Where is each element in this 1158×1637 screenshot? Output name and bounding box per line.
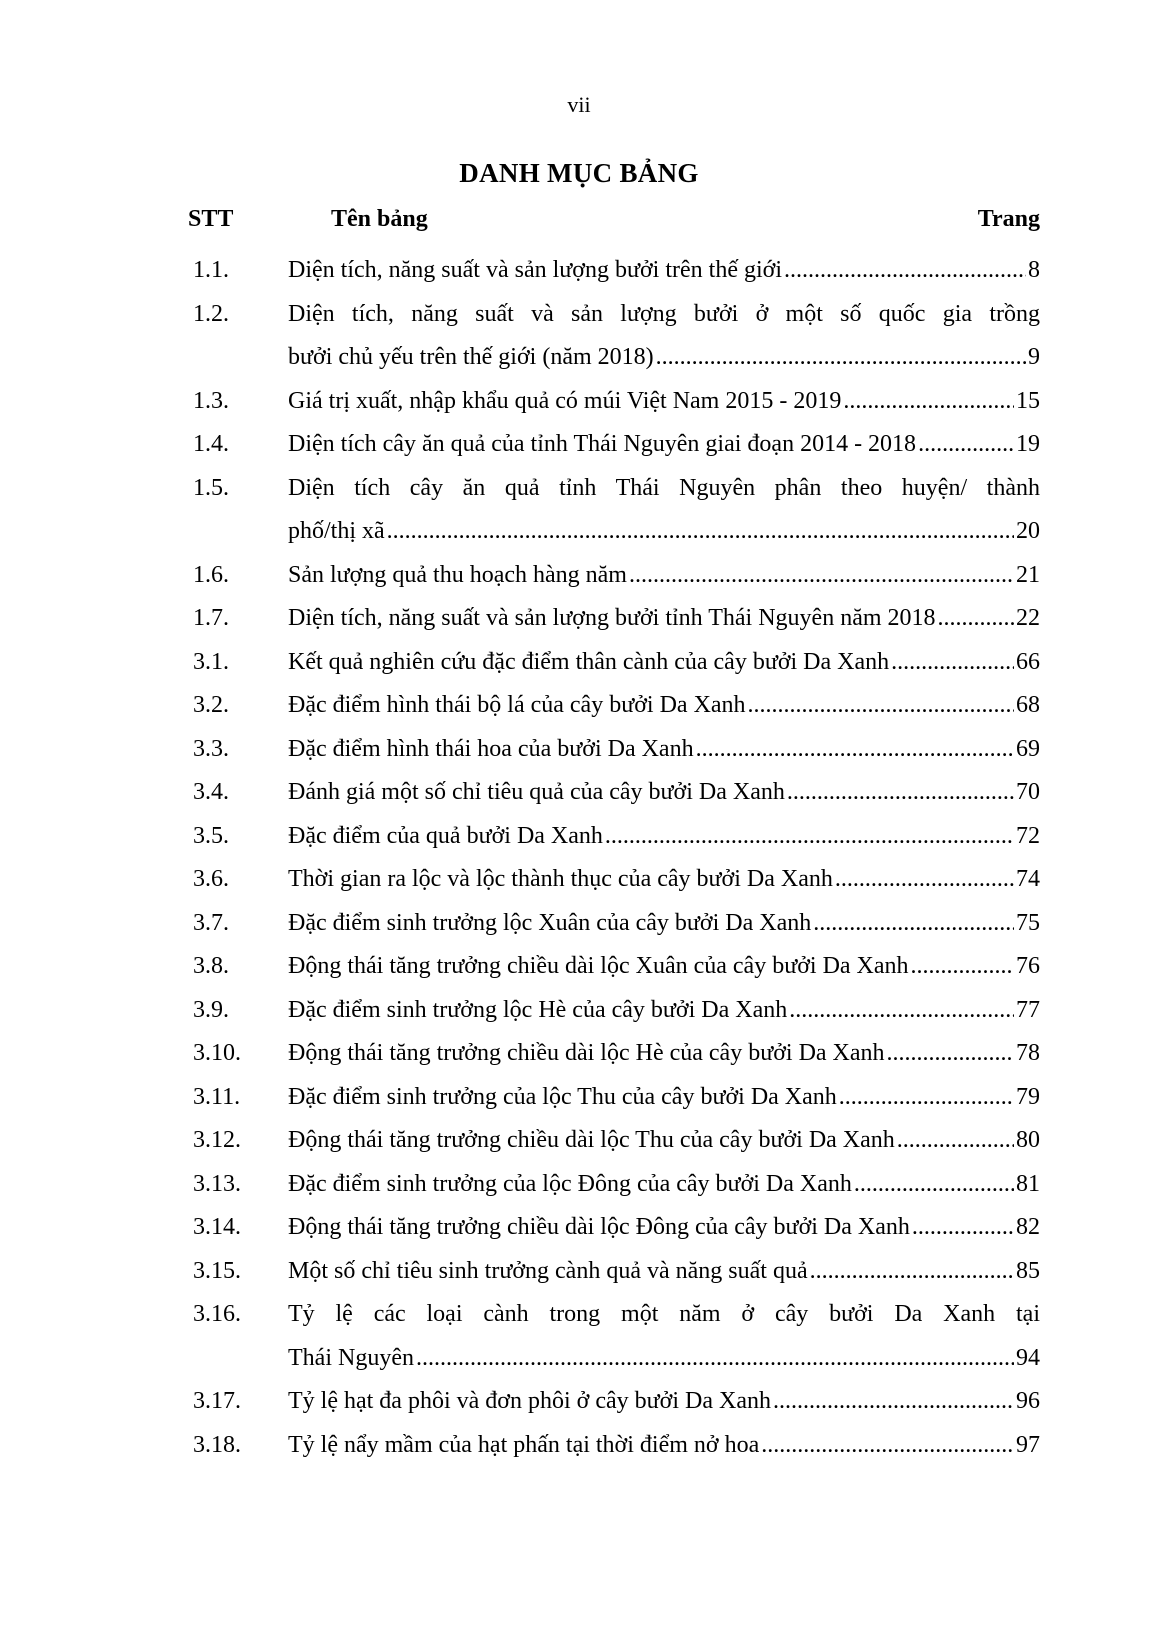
entry-page-number: 70	[1016, 779, 1040, 805]
entry-title: Đặc điểm sinh trưởng của lộc Thu của cây bưởi Da Xanh	[288, 1083, 837, 1110]
entry-body	[288, 945, 1040, 989]
entry-page-number: 66	[1016, 648, 1040, 675]
dot-leader	[936, 597, 1014, 641]
toc-entry[interactable]	[0, 380, 1158, 424]
entry-number: 1.6.	[193, 561, 229, 588]
entry-page-number: 81	[1016, 1170, 1040, 1197]
entry-body	[288, 815, 1040, 859]
entry-title-first-line: Diện tích, năng suất và sản lượng bưởi ở một số quốc gia trồng	[288, 300, 1040, 327]
dot-leader	[694, 728, 1014, 772]
entry-leader-line	[288, 1424, 1040, 1468]
dot-leader	[787, 989, 1014, 1033]
entry-title-first-line: Diện tích cây ăn quả tỉnh Thái Nguyên phân theo huyện/ thành	[288, 474, 1040, 501]
entry-leader-line	[288, 945, 1040, 989]
entry-body	[288, 554, 1040, 598]
entry-body	[288, 1424, 1040, 1468]
entry-number: 3.15.	[193, 1257, 241, 1284]
entry-number: 3.12.	[193, 1127, 241, 1153]
toc-entry[interactable]	[0, 1032, 1158, 1076]
dot-leader	[833, 858, 1014, 902]
entry-title: Đặc điểm sinh trưởng của lộc Đông của cây bưởi Da Xanh	[288, 1170, 852, 1197]
entry-number: 3.1.	[193, 648, 229, 675]
entry-page-number: 22	[1016, 605, 1040, 631]
dot-leader	[654, 336, 1026, 380]
toc-entry[interactable]	[0, 902, 1158, 946]
entry-leader-line	[288, 1119, 1040, 1163]
entry-page-number: 8	[1028, 257, 1040, 283]
dot-leader	[782, 249, 1026, 293]
entry-number: 3.17.	[193, 1388, 241, 1414]
entry-body	[288, 858, 1040, 902]
toc-entry[interactable]	[0, 1163, 1158, 1207]
entry-leader-line	[288, 597, 1040, 641]
entry-page-number: 75	[1016, 909, 1040, 936]
toc-entry[interactable]	[0, 1250, 1158, 1294]
entry-body	[288, 1032, 1040, 1076]
entry-title-first-line: Tỷ lệ các loại cành trong một năm ở cây bưởi Da Xanh tại	[288, 1301, 1040, 1327]
toc-entry[interactable]	[0, 641, 1158, 685]
entry-page-number: 96	[1016, 1388, 1040, 1414]
entry-leader-line	[288, 554, 1040, 598]
entry-leader-line	[288, 815, 1040, 859]
entry-page-number: 80	[1016, 1127, 1040, 1153]
entry-body	[288, 1250, 1040, 1294]
entry-page-number: 74	[1016, 866, 1040, 892]
entry-body	[288, 597, 1040, 641]
dot-leader	[811, 902, 1014, 946]
entry-page-number: 19	[1016, 431, 1040, 457]
toc-entry[interactable]	[0, 554, 1158, 598]
entry-leader-line	[288, 641, 1040, 685]
entry-page-number: 97	[1016, 1431, 1040, 1458]
entry-title: Tỷ lệ hạt đa phôi và đơn phôi ở cây bưởi Da Xanh	[288, 1388, 771, 1414]
entry-number: 3.4.	[193, 779, 229, 805]
toc-entry[interactable]	[0, 1076, 1158, 1120]
entry-leader-line	[288, 336, 1040, 380]
toc-entry[interactable]	[0, 771, 1158, 815]
entry-number: 1.4.	[193, 431, 229, 457]
dot-leader	[895, 1119, 1014, 1163]
toc-entry[interactable]	[0, 728, 1158, 772]
dot-leader	[909, 945, 1014, 989]
toc-entry[interactable]	[0, 945, 1158, 989]
entry-page-number: 85	[1016, 1257, 1040, 1284]
toc-entry[interactable]	[0, 989, 1158, 1033]
entry-leader-line	[288, 1032, 1040, 1076]
dot-leader	[414, 1337, 1014, 1381]
dot-leader	[771, 1380, 1014, 1424]
dot-leader	[627, 554, 1014, 598]
entry-leader-line	[288, 380, 1040, 424]
entry-title: Một số chỉ tiêu sinh trưởng cành quả và năng suất quả	[288, 1257, 808, 1284]
dot-leader	[837, 1076, 1014, 1120]
entry-number: 3.5.	[193, 822, 229, 849]
entry-leader-line	[288, 1380, 1040, 1424]
dot-leader	[785, 771, 1014, 815]
entry-page-number: 77	[1016, 996, 1040, 1023]
entry-number: 3.2.	[193, 692, 229, 718]
entry-title: Thời gian ra lộc và lộc thành thục của cây bưởi Da Xanh	[288, 866, 833, 892]
entry-title: Động thái tăng trưởng chiều dài lộc Hè của cây bưởi Da Xanh	[288, 1040, 885, 1066]
entry-leader-line	[288, 510, 1040, 554]
entry-body	[288, 1380, 1040, 1424]
entry-number: 3.10.	[193, 1040, 241, 1066]
entry-page-number: 68	[1016, 692, 1040, 718]
page-number: vii	[567, 92, 591, 117]
entry-body	[288, 1206, 1040, 1250]
entry-body	[288, 467, 1040, 554]
entry-page-number: 82	[1016, 1214, 1040, 1240]
toc-entry[interactable]	[0, 684, 1158, 728]
entry-page-number: 94	[1016, 1344, 1040, 1371]
entry-leader-line	[288, 1250, 1040, 1294]
entry-title: Diện tích, năng suất và sản lượng bưởi tỉnh Thái Nguyên năm 2018	[288, 605, 936, 631]
entry-title: Động thái tăng trưởng chiều dài lộc Xuân của cây bưởi Da Xanh	[288, 953, 909, 979]
entry-leader-line	[288, 858, 1040, 902]
entry-body	[288, 684, 1040, 728]
entry-leader-line	[288, 902, 1040, 946]
entry-page-number: 72	[1016, 822, 1040, 849]
entry-page-number: 78	[1016, 1040, 1040, 1066]
entry-body	[288, 249, 1040, 293]
toc-entry[interactable]	[0, 1119, 1158, 1163]
header-page: Trang	[977, 206, 1040, 232]
entry-number: 3.14.	[193, 1214, 241, 1240]
entry-title: Động thái tăng trưởng chiều dài lộc Thu của cây bưởi Da Xanh	[288, 1127, 895, 1153]
toc-entry[interactable]	[0, 293, 1158, 380]
entry-leader-line	[288, 728, 1040, 772]
table-list	[0, 249, 1158, 1467]
entry-title: Diện tích, năng suất và sản lượng bưởi trên thế giới	[288, 257, 782, 283]
toc-entry[interactable]	[0, 423, 1158, 467]
toc-entry[interactable]	[0, 1293, 1158, 1380]
toc-entry[interactable]	[0, 467, 1158, 554]
entry-number: 3.9.	[193, 996, 229, 1023]
dot-leader	[808, 1250, 1014, 1294]
toc-entry[interactable]	[0, 1380, 1158, 1424]
header-name: Tên bảng	[331, 206, 428, 232]
entry-number: 3.16.	[193, 1301, 241, 1327]
entry-number: 1.7.	[193, 605, 229, 631]
dot-leader	[916, 423, 1014, 467]
entry-title: Đánh giá một số chỉ tiêu quả của cây bưởi Da Xanh	[288, 779, 785, 805]
toc-entry[interactable]	[0, 815, 1158, 859]
dot-leader	[841, 380, 1014, 424]
entry-body	[288, 1293, 1040, 1380]
entry-body	[288, 1163, 1040, 1207]
entry-leader-line	[288, 684, 1040, 728]
entry-body	[288, 728, 1040, 772]
entry-title: Kết quả nghiên cứu đặc điểm thân cành của cây bưởi Da Xanh	[288, 648, 890, 675]
entry-body	[288, 1119, 1040, 1163]
entry-title: Diện tích cây ăn quả của tỉnh Thái Nguyên giai đoạn 2014 - 2018	[288, 431, 917, 457]
dot-leader	[910, 1206, 1014, 1250]
entry-leader-line	[288, 989, 1040, 1033]
toc-entry[interactable]	[0, 1424, 1158, 1468]
entry-leader-line	[288, 1163, 1040, 1207]
dot-leader	[852, 1163, 1014, 1207]
entry-title: Giá trị xuất, nhập khẩu quả có múi Việt Nam 2015 - 2019	[288, 387, 842, 414]
entry-title: phố/thị xã	[288, 518, 385, 544]
entry-page-number: 76	[1016, 953, 1040, 979]
entry-leader-line	[288, 771, 1040, 815]
toc-entry[interactable]	[0, 249, 1158, 293]
entry-title: Đặc điểm của quả bưởi Da Xanh	[288, 822, 603, 849]
entry-page-number: 21	[1016, 561, 1040, 588]
dot-leader	[885, 1032, 1014, 1076]
entry-title: Đặc điểm sinh trưởng lộc Xuân của cây bưởi Da Xanh	[288, 909, 812, 936]
entry-page-number: 9	[1028, 344, 1040, 370]
toc-entry[interactable]	[0, 1206, 1158, 1250]
entry-number: 1.5.	[193, 474, 229, 501]
entry-number: 3.13.	[193, 1170, 241, 1197]
entry-number: 3.11.	[193, 1083, 241, 1110]
entry-leader-line	[288, 249, 1040, 293]
entry-page-number: 20	[1016, 518, 1040, 544]
entry-page-number: 79	[1016, 1083, 1040, 1110]
dot-leader	[759, 1424, 1014, 1468]
entry-title: Đặc điểm hình thái bộ lá của cây bưởi Da Xanh	[288, 692, 746, 718]
entry-number: 3.8.	[193, 953, 229, 979]
dot-leader	[889, 641, 1014, 685]
table-header	[0, 206, 1158, 240]
entry-body	[288, 902, 1040, 946]
entry-number: 3.18.	[193, 1431, 241, 1458]
entry-number: 3.3.	[193, 735, 229, 762]
entry-number: 1.1.	[193, 257, 229, 283]
entry-number: 3.6.	[193, 866, 229, 892]
dot-leader	[385, 510, 1014, 554]
entry-title: Đặc điểm hình thái hoa của bưởi Da Xanh	[288, 735, 694, 762]
entry-page-number: 69	[1016, 735, 1040, 762]
entry-leader-line	[288, 1337, 1040, 1381]
entry-page-number: 15	[1016, 387, 1040, 414]
entry-leader-line	[288, 1206, 1040, 1250]
entry-body	[288, 641, 1040, 685]
dot-leader	[603, 815, 1014, 859]
entry-title: Tỷ lệ nẩy mầm của hạt phấn tại thời điểm nở hoa	[288, 1431, 760, 1458]
entry-title: Thái Nguyên	[288, 1344, 414, 1371]
entry-body	[288, 423, 1040, 467]
toc-entry[interactable]	[0, 858, 1158, 902]
header-stt: STT	[188, 206, 234, 232]
entry-number: 3.7.	[193, 909, 229, 936]
entry-title: Đặc điểm sinh trưởng lộc Hè của cây bưởi Da Xanh	[288, 996, 788, 1023]
entry-title: Động thái tăng trưởng chiều dài lộc Đông của cây bưởi Da Xanh	[288, 1214, 910, 1240]
entry-body	[288, 771, 1040, 815]
entry-leader-line	[288, 1076, 1040, 1120]
page-title: DANH MỤC BẢNG	[459, 158, 699, 188]
entry-body	[288, 380, 1040, 424]
dot-leader	[746, 684, 1014, 728]
entry-number: 1.3.	[193, 387, 229, 414]
entry-title: bưởi chủ yếu trên thế giới (năm 2018)	[288, 344, 654, 370]
entry-title: Sản lượng quả thu hoạch hàng năm	[288, 561, 627, 588]
entry-leader-line	[288, 423, 1040, 467]
toc-entry[interactable]	[0, 597, 1158, 641]
entry-body	[288, 989, 1040, 1033]
entry-number: 1.2.	[193, 300, 229, 327]
entry-body	[288, 293, 1040, 380]
entry-body	[288, 1076, 1040, 1120]
